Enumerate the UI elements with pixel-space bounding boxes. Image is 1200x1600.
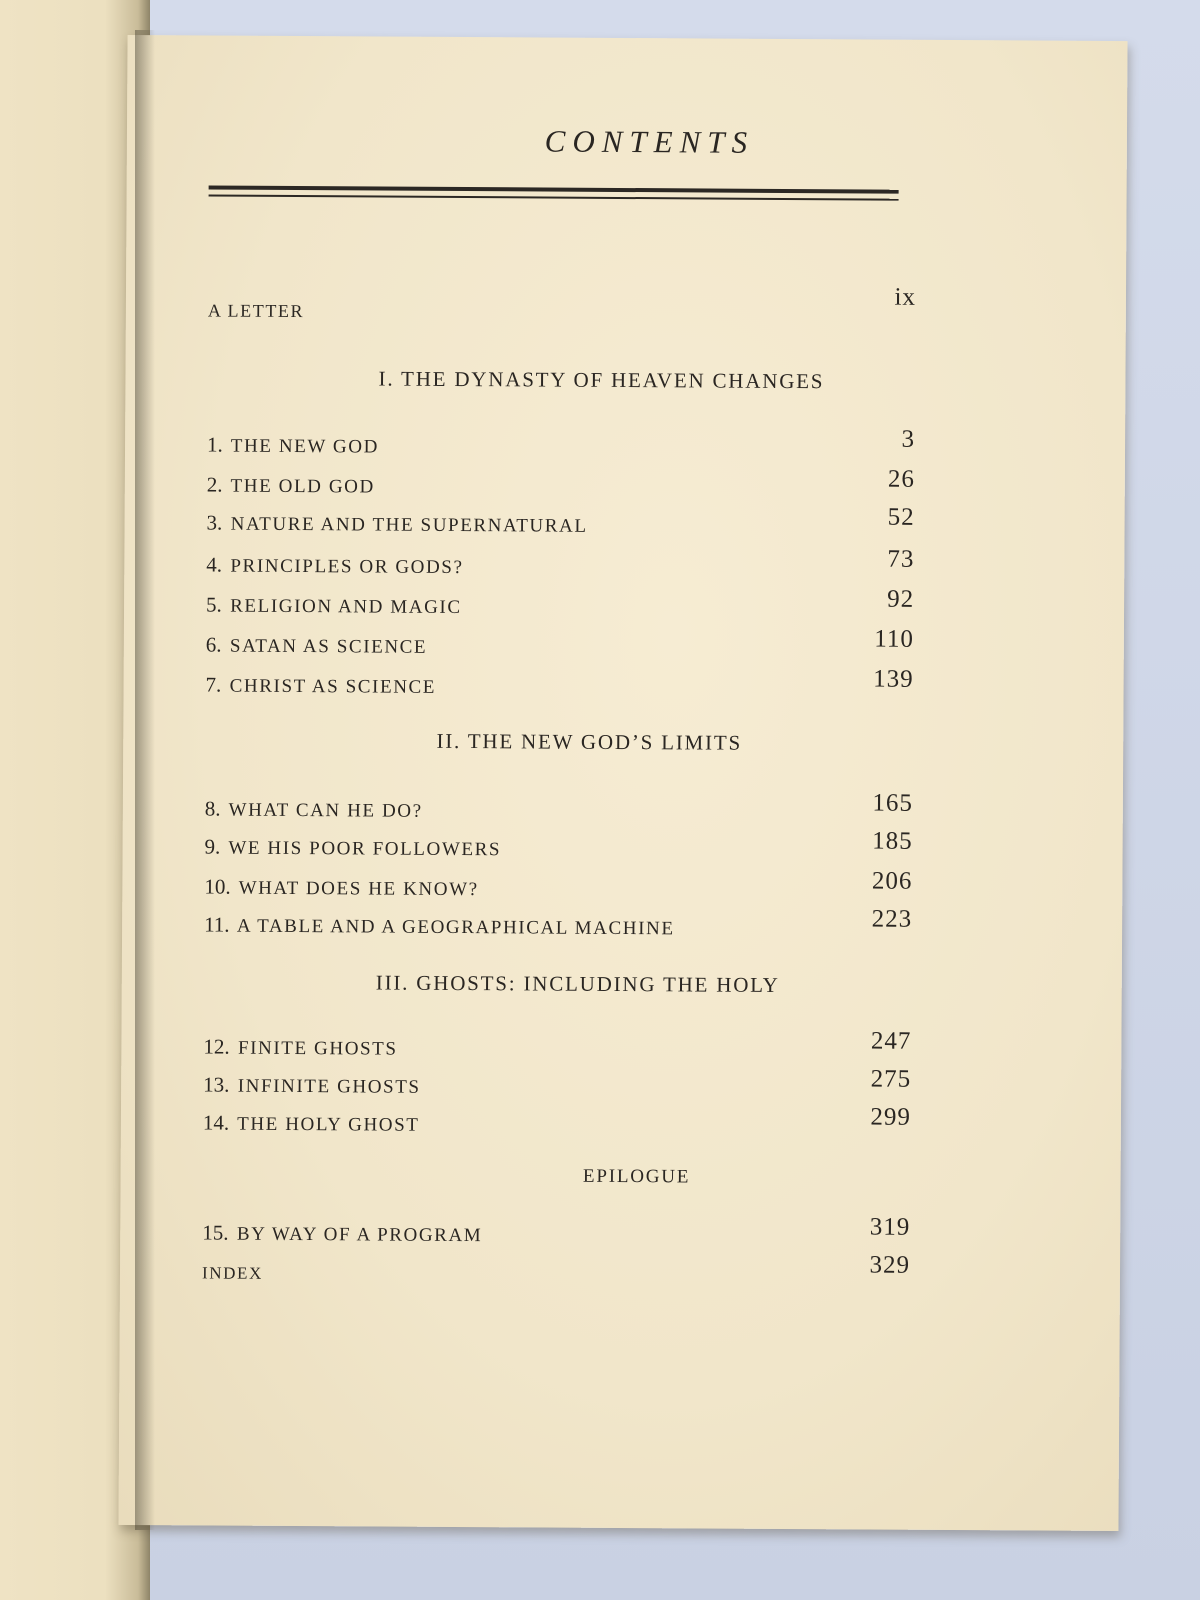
chapter-number: 2. bbox=[206, 472, 223, 497]
toc-entry-title: 14. THE HOLY GHOST bbox=[202, 1110, 420, 1136]
toc-page-number: 247 bbox=[870, 1027, 912, 1055]
toc-entry-title: 10. WHAT DOES HE KNOW? bbox=[204, 874, 479, 901]
title-double-rule bbox=[209, 185, 899, 200]
chapter-number: 1. bbox=[206, 432, 223, 457]
chapter-number: 6. bbox=[205, 632, 222, 657]
chapter-number: 12. bbox=[203, 1034, 230, 1059]
chapter-number: 7. bbox=[205, 672, 222, 697]
toc-page-number: 185 bbox=[872, 827, 913, 855]
toc-entry-title: 6. SATAN AS SCIENCE bbox=[205, 632, 428, 658]
gutter-shadow bbox=[135, 30, 155, 1530]
toc-entry[interactable] bbox=[207, 427, 915, 461]
toc-entry[interactable] bbox=[202, 1215, 910, 1249]
chapter-number: 4. bbox=[206, 552, 223, 577]
toc-entry[interactable] bbox=[206, 627, 914, 661]
toc-page-number: 299 bbox=[870, 1103, 912, 1131]
toc-page-number: 26 bbox=[887, 465, 915, 493]
toc-page-number: 3 bbox=[901, 425, 916, 453]
toc-entry-title: 8. WHAT CAN HE DO? bbox=[204, 796, 423, 822]
toc-page-number: 92 bbox=[887, 585, 915, 613]
toc-page-number: 73 bbox=[887, 545, 915, 573]
toc-page-number: 52 bbox=[887, 503, 915, 531]
toc-page-number: 275 bbox=[870, 1065, 912, 1093]
toc-entry[interactable] bbox=[206, 667, 914, 701]
part-heading-2: II. THE NEW GOD’S LIMITS bbox=[436, 728, 743, 755]
chapter-number: 10. bbox=[204, 874, 231, 899]
toc-entry-title: 4. PRINCIPLES OR GODS? bbox=[206, 552, 464, 579]
toc-entry-title: A LETTER bbox=[207, 300, 305, 322]
chapter-number: 3. bbox=[206, 510, 223, 535]
toc-entry[interactable] bbox=[203, 1105, 911, 1139]
toc-entry[interactable] bbox=[203, 1029, 911, 1063]
toc-entry[interactable] bbox=[206, 547, 914, 581]
rule-thin bbox=[209, 194, 899, 200]
toc-entry-title: 9. WE HIS POOR FOLLOWERS bbox=[204, 834, 502, 861]
chapter-number: 8. bbox=[204, 796, 221, 821]
toc-entry-index[interactable] bbox=[202, 1253, 910, 1287]
contents-page bbox=[118, 35, 1127, 1531]
toc-entry[interactable] bbox=[204, 907, 912, 941]
toc-page-number: 165 bbox=[872, 789, 913, 817]
toc-entry-title: 3. NATURE AND THE SUPERNATURAL bbox=[206, 510, 588, 537]
toc-entry[interactable] bbox=[206, 587, 914, 621]
toc-page-number: 139 bbox=[873, 665, 914, 693]
page-content bbox=[118, 35, 1127, 1531]
toc-entry[interactable] bbox=[204, 869, 912, 903]
toc-entry-title: 7. CHRIST AS SCIENCE bbox=[205, 672, 437, 698]
toc-page-number: 206 bbox=[871, 867, 913, 895]
chapter-number: 9. bbox=[204, 834, 221, 859]
toc-page-number: 110 bbox=[874, 625, 914, 653]
part-heading-epilogue: EPILOGUE bbox=[582, 1165, 691, 1188]
toc-page-number: 223 bbox=[871, 905, 913, 933]
chapter-number: 11. bbox=[204, 912, 230, 937]
toc-entry[interactable] bbox=[207, 505, 915, 539]
toc-page-number: ix bbox=[894, 283, 917, 311]
toc-entry-title: 2. THE OLD GOD bbox=[206, 472, 375, 498]
toc-entry-letter[interactable] bbox=[207, 283, 917, 325]
chapter-number: 13. bbox=[203, 1072, 230, 1097]
chapter-number: 14. bbox=[202, 1110, 230, 1135]
part-heading-3: III. GHOSTS: INCLUDING THE HOLY bbox=[375, 970, 780, 997]
toc-entry[interactable] bbox=[205, 829, 913, 863]
part-heading-1: I. THE DYNASTY OF HEAVEN CHANGES bbox=[378, 366, 825, 394]
toc-entry-title: 13. INFINITE GHOSTS bbox=[203, 1072, 421, 1098]
toc-page-number: 319 bbox=[869, 1213, 911, 1241]
toc-entry-title: 5. RELIGION AND MAGIC bbox=[206, 592, 462, 619]
toc-entry[interactable] bbox=[203, 1067, 911, 1101]
toc-entry[interactable] bbox=[205, 791, 913, 825]
toc-entry[interactable] bbox=[207, 467, 915, 501]
toc-entry-title: 15. BY WAY OF A PROGRAM bbox=[202, 1220, 483, 1247]
toc-entry-title: 12. FINITE GHOSTS bbox=[203, 1034, 398, 1060]
toc-entry-title: 1. THE NEW GOD bbox=[206, 432, 380, 458]
toc-entry-title: INDEX bbox=[201, 1263, 263, 1283]
chapter-number: 15. bbox=[202, 1220, 229, 1245]
toc-entry-title: 11. A TABLE AND A GEOGRAPHICAL MACHINE bbox=[204, 912, 675, 940]
rule-thick bbox=[209, 185, 899, 193]
page-title: CONTENTS bbox=[544, 123, 755, 160]
toc-page-number: 329 bbox=[869, 1251, 911, 1279]
chapter-number: 5. bbox=[206, 592, 222, 617]
